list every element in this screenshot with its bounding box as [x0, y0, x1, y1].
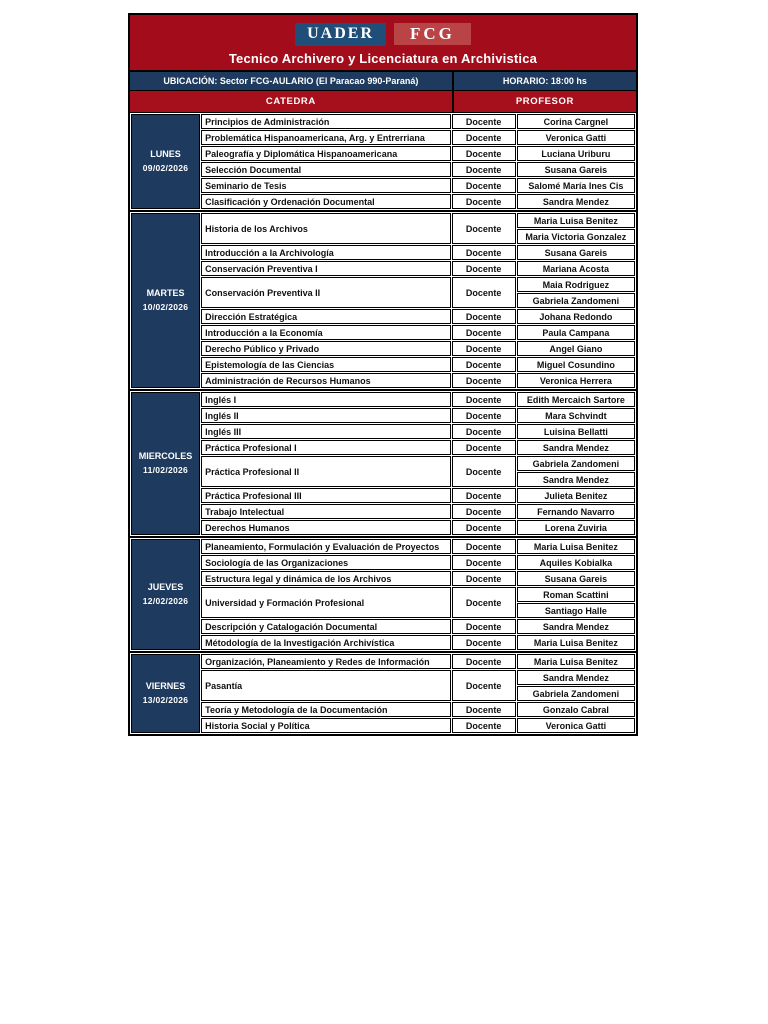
catedra-cell: Trabajo Intelectual [201, 504, 450, 519]
day-section-martes [130, 210, 636, 389]
catedra-cell: Historia Social y Política [201, 718, 450, 733]
docente-cell: Docente [452, 718, 516, 733]
day-name: MIERCOLES [138, 451, 193, 461]
catedra-cell: Descripción y Catalogación Documental [201, 619, 450, 634]
document-title: Tecnico Archivero y Licenciatura en Archivistica [228, 51, 538, 66]
profesor-cell: Roman Scattini [517, 587, 635, 602]
profesor-cell: Julieta Benitez [517, 488, 635, 503]
profesor-cell: Sandra Mendez [517, 619, 635, 634]
location-bar [130, 70, 636, 91]
day-name: VIERNES [145, 681, 186, 691]
profesor-cell: Salomé María Ines Cis [517, 178, 635, 193]
profesor-cell: Mariana Acosta [517, 261, 635, 276]
profesor-cell: Fernando Navarro [517, 504, 635, 519]
profesor-cell: Maria Victoria Gonzalez [517, 229, 635, 244]
day-name: JUEVES [147, 582, 184, 592]
column-header-profesor: PROFESOR [515, 96, 574, 107]
table-row [131, 162, 635, 177]
profesor-cell: Sandra Mendez [517, 670, 635, 685]
profesor-cell: Luciana Uriburu [517, 146, 635, 161]
table-row [131, 392, 635, 407]
day-cell [131, 392, 200, 535]
table-row [131, 130, 635, 145]
docente-cell: Docente [452, 539, 516, 554]
catedra-cell: Derechos Humanos [201, 520, 450, 535]
catedra-cell: Introducción a la Archivología [201, 245, 450, 260]
catedra-cell: Problemática Hispanoamericana, Arg. y Entrerriana [201, 130, 450, 145]
docente-cell: Docente [452, 504, 516, 519]
table-row [131, 325, 635, 340]
profesor-cell: Maria Luisa Benitez [517, 635, 635, 650]
docente-cell: Docente [452, 555, 516, 570]
catedra-cell: Principios de Administración [201, 114, 450, 129]
profesor-cell: Luisina Bellatti [517, 424, 635, 439]
catedra-cell: Dirección Estratégica [201, 309, 450, 324]
docente-cell: Docente [452, 130, 516, 145]
docente-cell: Docente [452, 392, 516, 407]
docente-cell: Docente [452, 424, 516, 439]
docente-cell: Docente [452, 571, 516, 586]
table-row [131, 619, 635, 634]
docente-cell: Docente [452, 357, 516, 372]
profesor-cell: Johana Redondo [517, 309, 635, 324]
catedra-cell: Conservación Preventiva II [201, 277, 450, 308]
header-banner [130, 15, 636, 70]
table-row [131, 309, 635, 324]
docente-cell: Docente [452, 178, 516, 193]
docente-cell: Docente [452, 456, 516, 487]
table-row [131, 456, 635, 471]
day-cell [131, 654, 200, 733]
catedra-cell: Teoría y Metodología de la Documentación [201, 702, 450, 717]
profesor-cell: Sandra Mendez [517, 440, 635, 455]
day-date: 10/02/2026 [142, 302, 189, 313]
docente-cell: Docente [452, 408, 516, 423]
catedra-cell: Inglés III [201, 424, 450, 439]
column-header-catedra: CATEDRA [130, 91, 454, 112]
catedra-cell: Práctica Profesional III [201, 488, 450, 503]
day-date: 12/02/2026 [142, 596, 189, 607]
profesor-cell: Susana Gareis [517, 162, 635, 177]
docente-cell: Docente [452, 654, 516, 669]
docente-cell: Docente [452, 277, 516, 308]
docente-cell: Docente [452, 488, 516, 503]
profesor-cell: Edith Mercaich Sartore [517, 392, 635, 407]
profesor-cell: Santiago Halle [517, 603, 635, 618]
day-cell [131, 539, 200, 650]
catedra-cell: Inglés II [201, 408, 450, 423]
table-row [131, 539, 635, 554]
profesor-cell: Corina Cargnel [517, 114, 635, 129]
profesor-cell: Sandra Mendez [517, 194, 635, 209]
catedra-cell: Organización, Planeamiento y Redes de Información [201, 654, 450, 669]
logo-row [130, 20, 636, 48]
table-row [131, 440, 635, 455]
table-row [131, 718, 635, 733]
day-section-miercoles [130, 389, 636, 536]
docente-cell: Docente [452, 670, 516, 701]
catedra-cell: Epistemología de las Ciencias [201, 357, 450, 372]
table-row [131, 178, 635, 193]
day-date: 13/02/2026 [142, 695, 189, 706]
table-row [131, 357, 635, 372]
docente-cell: Docente [452, 341, 516, 356]
table-row [131, 261, 635, 276]
uader-logo: UADER [295, 23, 386, 46]
catedra-cell: Historia de los Archivos [201, 213, 450, 244]
docente-cell: Docente [452, 245, 516, 260]
profesor-cell: Veronica Herrera [517, 373, 635, 388]
table-row [131, 373, 635, 388]
docente-cell: Docente [452, 635, 516, 650]
catedra-cell: Universidad y Formación Profesional [201, 587, 450, 618]
table-row [131, 213, 635, 228]
docente-cell: Docente [452, 325, 516, 340]
profesor-cell: Gabriela Zandomeni [517, 293, 635, 308]
table-row [131, 488, 635, 503]
docente-cell: Docente [452, 213, 516, 244]
catedra-cell: Planeamiento, Formulación y Evaluación de Proyectos [201, 539, 450, 554]
profesor-cell: Maria Luisa Benitez [517, 213, 635, 228]
docente-cell: Docente [452, 520, 516, 535]
column-header-row [130, 91, 636, 113]
docente-cell: Docente [452, 309, 516, 324]
docente-cell: Docente [452, 261, 516, 276]
profesor-cell: Maia Rodriguez [517, 277, 635, 292]
profesor-cell: Aquiles Kobialka [517, 555, 635, 570]
day-cell [131, 114, 200, 209]
docente-cell: Docente [452, 619, 516, 634]
day-date: 11/02/2026 [143, 465, 189, 476]
table-row [131, 408, 635, 423]
table-row [131, 520, 635, 535]
catedra-cell: Sociología de las Organizaciones [201, 555, 450, 570]
catedra-cell: Métodología de la Investigación Archivística [201, 635, 450, 650]
table-row [131, 114, 635, 129]
day-section-jueves [130, 536, 636, 651]
day-section-viernes [130, 651, 636, 734]
table-row [131, 245, 635, 260]
catedra-cell: Pasantía [201, 670, 450, 701]
table-row [131, 587, 635, 602]
docente-cell: Docente [452, 587, 516, 618]
docente-cell: Docente [452, 440, 516, 455]
table-row [131, 194, 635, 209]
catedra-cell: Introducción a la Economía [201, 325, 450, 340]
docente-cell: Docente [452, 194, 516, 209]
docente-cell: Docente [452, 702, 516, 717]
docente-cell: Docente [452, 114, 516, 129]
profesor-cell: Veronica Gatti [517, 718, 635, 733]
profesor-cell: Maria Luisa Benitez [517, 654, 635, 669]
profesor-cell: Gabriela Zandomeni [517, 456, 635, 471]
table-row [131, 571, 635, 586]
schedule-table [130, 113, 636, 734]
table-row [131, 670, 635, 685]
fcg-logo: FCG [394, 23, 471, 45]
day-date: 09/02/2026 [142, 163, 189, 174]
catedra-cell: Derecho Público y Privado [201, 341, 450, 356]
catedra-cell: Administración de Recursos Humanos [201, 373, 450, 388]
table-row [131, 635, 635, 650]
catedra-cell: Selección Documental [201, 162, 450, 177]
time-label: HORARIO: 18:00 hs [502, 76, 587, 86]
table-row [131, 702, 635, 717]
profesor-cell: Miguel Cosundino [517, 357, 635, 372]
catedra-cell: Seminario de Tesis [201, 178, 450, 193]
profesor-cell: Veronica Gatti [517, 130, 635, 145]
table-row [131, 654, 635, 669]
profesor-cell: Gonzalo Cabral [517, 702, 635, 717]
docente-cell: Docente [452, 162, 516, 177]
catedra-cell: Paleografía y Diplomática Hispanoamericana [201, 146, 450, 161]
docente-cell: Docente [452, 146, 516, 161]
day-name: MARTES [146, 288, 185, 298]
table-row [131, 146, 635, 161]
table-row [131, 277, 635, 292]
profesor-cell: Lorena Zuviria [517, 520, 635, 535]
schedule-document [128, 13, 638, 736]
table-row [131, 424, 635, 439]
table-row [131, 341, 635, 356]
profesor-cell: Gabriela Zandomeni [517, 686, 635, 701]
catedra-cell: Conservación Preventiva I [201, 261, 450, 276]
profesor-cell: Sandra Mendez [517, 472, 635, 487]
location-label: UBICACIÓN: Sector FCG-AULARIO (El Paracao 990-Paraná) [130, 72, 454, 90]
profesor-cell: Angel Giano [517, 341, 635, 356]
profesor-cell: Susana Gareis [517, 571, 635, 586]
table-row [131, 555, 635, 570]
profesor-cell: Susana Gareis [517, 245, 635, 260]
catedra-cell: Práctica Profesional II [201, 456, 450, 487]
profesor-cell: Maria Luisa Benitez [517, 539, 635, 554]
table-row [131, 504, 635, 519]
catedra-cell: Práctica Profesional I [201, 440, 450, 455]
catedra-cell: Estructura legal y dinámica de los Archivos [201, 571, 450, 586]
catedra-cell: Inglés I [201, 392, 450, 407]
profesor-cell: Paula Campana [517, 325, 635, 340]
day-section-lunes [130, 113, 636, 210]
docente-cell: Docente [452, 373, 516, 388]
catedra-cell: Clasificación y Ordenación Documental [201, 194, 450, 209]
profesor-cell: Mara Schvindt [517, 408, 635, 423]
day-cell [131, 213, 200, 388]
day-name: LUNES [150, 149, 181, 159]
